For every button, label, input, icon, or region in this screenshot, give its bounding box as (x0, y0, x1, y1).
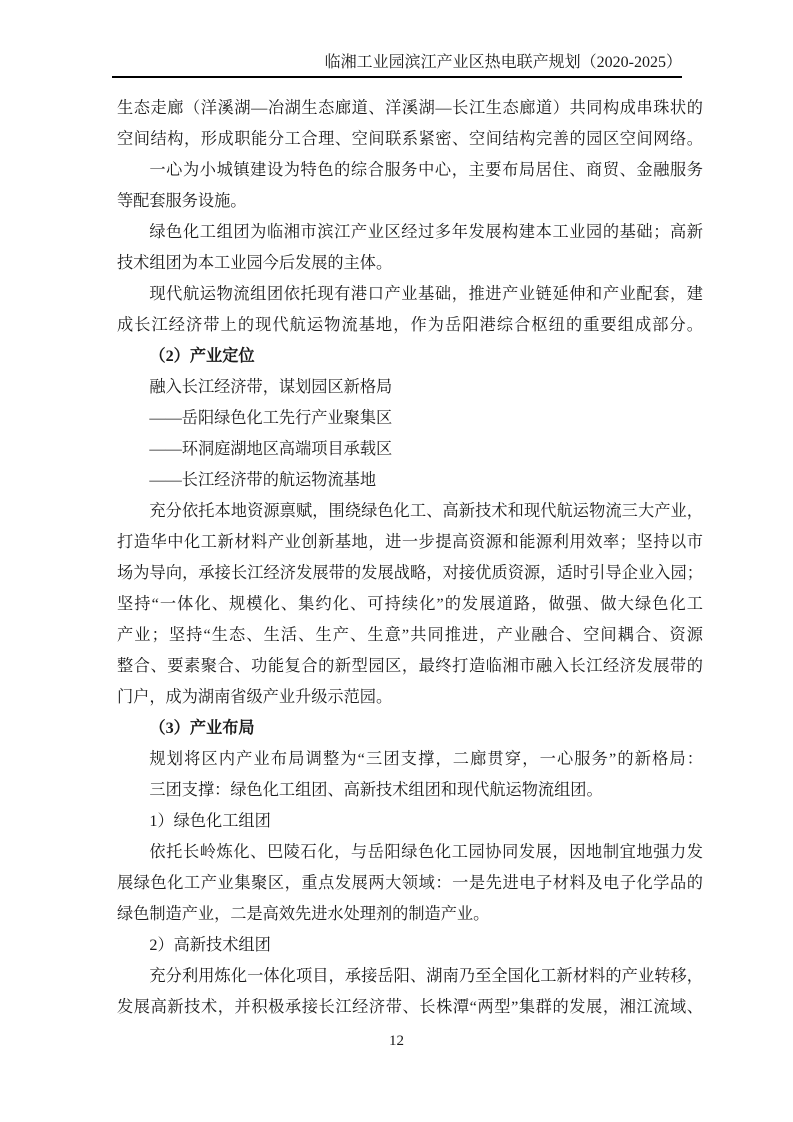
body-line: 绿色化工组团为临湘市滨江产业区经过多年发展构建本工业园的基础；高新 (149, 223, 703, 241)
body-line: 整合、要素聚合、功能复合的新型园区，最终打造临湘市融入长江经济发展带的 (117, 657, 703, 675)
section-heading: （2）产业定位 (149, 347, 255, 365)
document-body (117, 93, 703, 1023)
page-header (112, 52, 682, 73)
body-line: 充分利用炼化一体化项目，承接岳阳、湖南乃至全国化工新材料的产业转移， (149, 967, 703, 985)
body-line: 打造华中化工新材料产业创新基地，进一步提高资源和能源利用效率；坚持以市 (117, 533, 703, 551)
body-line: 场为导向，承接长江经济发展带的发展战略，对接优质资源，适时引导企业入园； (117, 564, 703, 582)
body-line: 现代航运物流组团依托现有港口产业基础，推进产业链延伸和产业配套，建 (149, 285, 703, 303)
body-line: 融入长江经济带，谋划园区新格局 (149, 378, 393, 396)
body-line: 三团支撑：绿色化工组团、高新技术组团和现代航运物流组团。 (149, 781, 603, 799)
body-line: 1）绿色化工组团 (149, 812, 271, 830)
body-line: 生态走廊（洋溪湖—冶湖生态廊道、洋溪湖—长江生态廊道）共同构成串珠状的 (117, 99, 703, 117)
body-line: 发展高新技术，并积极承接长江经济带、长株潭“两型”集群的发展，湘江流域、 (117, 998, 703, 1016)
page-number: 12 (389, 1033, 404, 1049)
body-line: 展绿色化工产业集聚区，重点发展两大领域：一是先进电子材料及电子化学品的 (117, 874, 703, 892)
body-line: 充分依托本地资源禀赋，围绕绿色化工、高新技术和现代航运物流三大产业， (149, 502, 703, 520)
body-line: 空间结构，形成职能分工合理、空间联系紧密、空间结构完善的园区空间网络。 (117, 130, 703, 148)
body-line: ——岳阳绿色化工先行产业聚集区 (149, 409, 393, 427)
body-line: ——环洞庭湖地区高端项目承载区 (149, 440, 393, 458)
body-line: 产业；坚持“生态、生活、生产、生意”共同推进，产业融合、空间耦合、资源 (117, 626, 703, 644)
body-line: 门户，成为湖南省级产业升级示范园。 (117, 688, 393, 706)
body-line: 成长江经济带上的现代航运物流基地，作为岳阳港综合枢纽的重要组成部分。 (117, 316, 703, 334)
page-footer (0, 1030, 793, 1052)
body-line: ——长江经济带的航运物流基地 (149, 471, 377, 489)
section-heading: （3）产业布局 (149, 719, 255, 737)
body-line: 一心为小城镇建设为特色的综合服务中心，主要布局居住、商贸、金融服务 (149, 161, 703, 179)
body-line: 依托长岭炼化、巴陵石化，与岳阳绿色化工园协同发展，因地制宜地强力发 (149, 843, 703, 861)
header-rule (112, 76, 682, 78)
body-line: 绿色制造产业，二是高效先进水处理剂的制造产业。 (117, 905, 490, 923)
body-line: 坚持“一体化、规模化、集约化、可持续化”的发展道路，做强、做大绿色化工 (117, 595, 703, 613)
body-line: 规划将区内产业布局调整为“三团支撑，二廊贯穿，一心服务”的新格局： (149, 750, 703, 768)
body-line: 等配套服务设施。 (117, 192, 247, 210)
body-line: 2）高新技术组团 (149, 936, 271, 954)
body-line: 技术组团为本工业园今后发展的主体。 (117, 254, 393, 272)
header-title: 临湘工业园滨江产业区热电联产规划（2020-2025） (324, 54, 682, 71)
